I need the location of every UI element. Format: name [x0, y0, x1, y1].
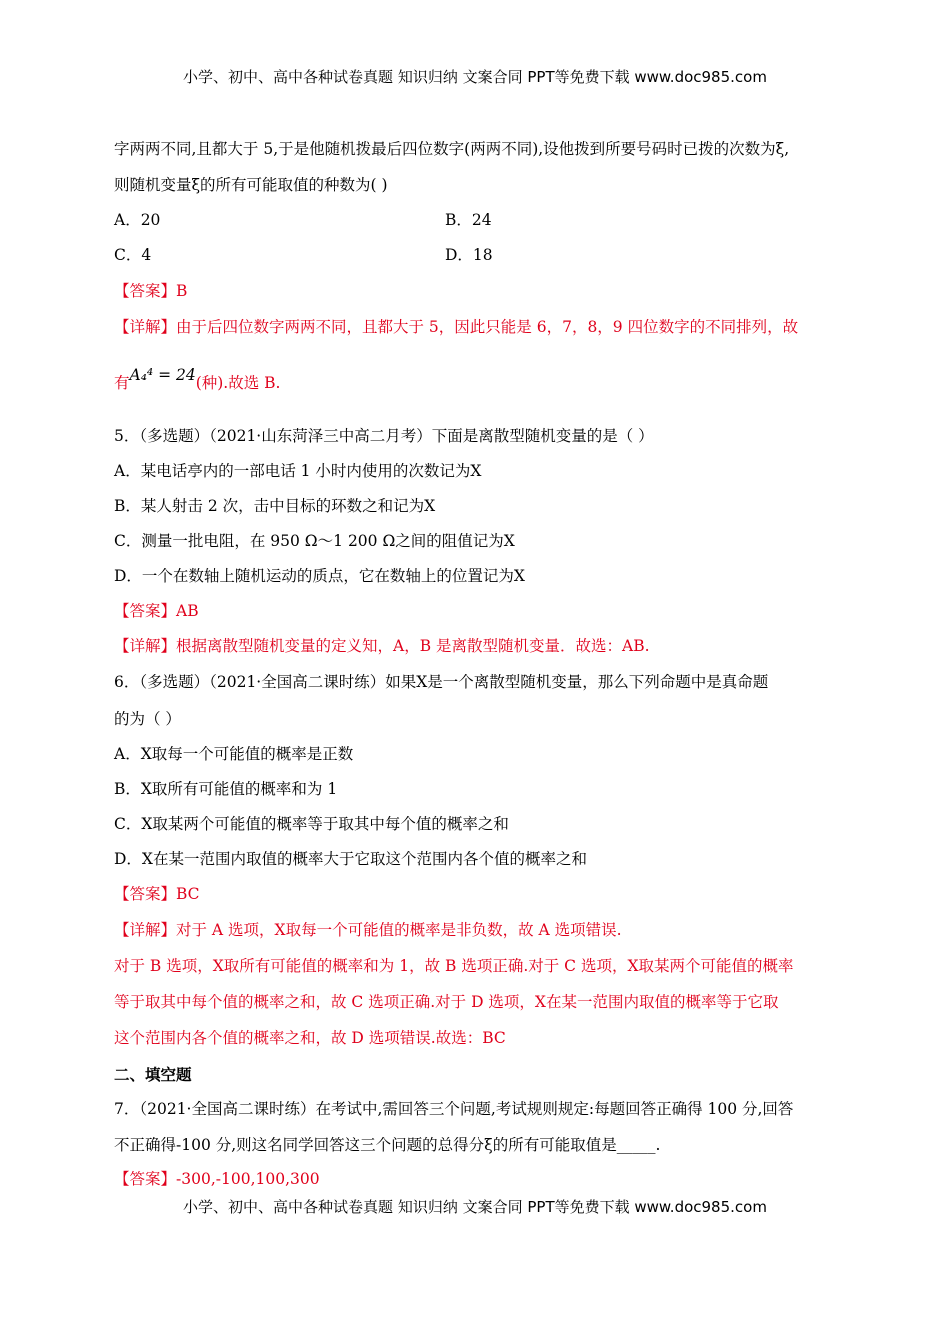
q5-detail: 【详解】根据离散型随机变量的定义知，A，B 是离散型随机变量．故选：AB.: [114, 637, 650, 655]
section-heading-fill-blank: 二、填空题: [114, 1065, 192, 1084]
q6-option-b: B．X取所有可能值的概率和为 1: [114, 780, 338, 798]
q4-permutation-formula: A₄⁴ = 24: [129, 366, 196, 384]
q4-detail-line2: [114, 366, 844, 394]
q6-detail-line3: 等于取其中每个值的概率之和，故 C 选项正确.对于 D 选项，X在某一范围内取值的概率等于它取: [114, 993, 779, 1011]
q6-detail-line1: 【详解】对于 A 选项，X取每一个可能值的概率是非负数，故 A 选项错误.: [114, 921, 622, 939]
q5-answer: 【答案】AB: [114, 602, 199, 620]
q4-option-a: A．20: [114, 211, 161, 229]
q5-option-b: B．某人射击 2 次，击中目标的环数之和记为X: [114, 497, 436, 515]
q6-stem-line2: 的为（ ）: [114, 710, 181, 728]
q6-option-d: D．X在某一范围内取值的概率大于它取这个范围内各个值的概率之和: [114, 850, 587, 868]
q4-options-row2: [114, 244, 844, 266]
q4-answer: 【答案】B: [114, 282, 188, 300]
q5-option-d: D．一个在数轴上随机运动的质点，它在数轴上的位置记为X: [114, 567, 525, 585]
q4-options-row1: [114, 209, 844, 231]
q4-stem-line2: 则随机变量ξ的所有可能取值的种数为( ): [114, 176, 388, 194]
q6-detail-line2: 对于 B 选项，X取所有可能值的概率和为 1，故 B 选项正确.对于 C 选项，X取某两个可能值的概率: [114, 957, 794, 975]
q4-option-b: B．24: [445, 211, 492, 229]
q6-stem-line1: 6．（多选题）（2021·全国高二课时练）如果X是一个离散型随机变量，那么下列命题中是真命题: [114, 673, 769, 691]
q4-detail-prefix: 有: [114, 374, 130, 392]
q7-stem-line2: 不正确得-100 分,则这名同学回答这三个问题的总得分ξ的所有可能取值是_____.: [114, 1136, 661, 1154]
page-footer: 小学、初中、高中各种试卷真题 知识归纳 文案合同 PPT等免费下载 www.doc985.com: [183, 1198, 767, 1216]
q4-stem-line1: 字两两不同,且都大于 5,于是他随机拨最后四位数字(两两不同),设他拨到所要号码时已拨的次数为ξ,: [114, 140, 790, 158]
q7-answer: 【答案】-300,-100,100,300: [114, 1170, 320, 1188]
q6-option-c: C．X取某两个可能值的概率等于取其中每个值的概率之和: [114, 815, 509, 833]
q7-stem-line1: 7．（2021·全国高二课时练）在考试中,需回答三个问题,考试规则规定:每题回答正确得 100 分,回答: [114, 1100, 794, 1118]
q6-answer: 【答案】BC: [114, 885, 200, 903]
page-header: 小学、初中、高中各种试卷真题 知识归纳 文案合同 PPT等免费下载 www.doc985.com: [183, 68, 767, 86]
q5-stem: 5．（多选题）（2021·山东菏泽三中高二月考）下面是离散型随机变量的是（ ）: [114, 427, 654, 445]
q4-option-d: D．18: [445, 246, 493, 264]
q6-detail-line4: 这个范围内各个值的概率之和，故 D 选项错误.故选：BC: [114, 1029, 506, 1047]
q5-option-c: C．测量一批电阻，在 950 Ω～1 200 Ω之间的阻值记为X: [114, 532, 515, 550]
q6-option-a: A．X取每一个可能值的概率是正数: [114, 745, 354, 763]
q4-detail-line1: 【详解】由于后四位数字两两不同，且都大于 5，因此只能是 6，7，8，9 四位数字的不同排列，故: [114, 318, 799, 336]
q4-option-c: C．4: [114, 246, 152, 264]
q5-option-a: A．某电话亭内的一部电话 1 小时内使用的次数记为X: [114, 462, 482, 480]
q4-detail-suffix: (种).故选 B.: [195, 374, 281, 392]
